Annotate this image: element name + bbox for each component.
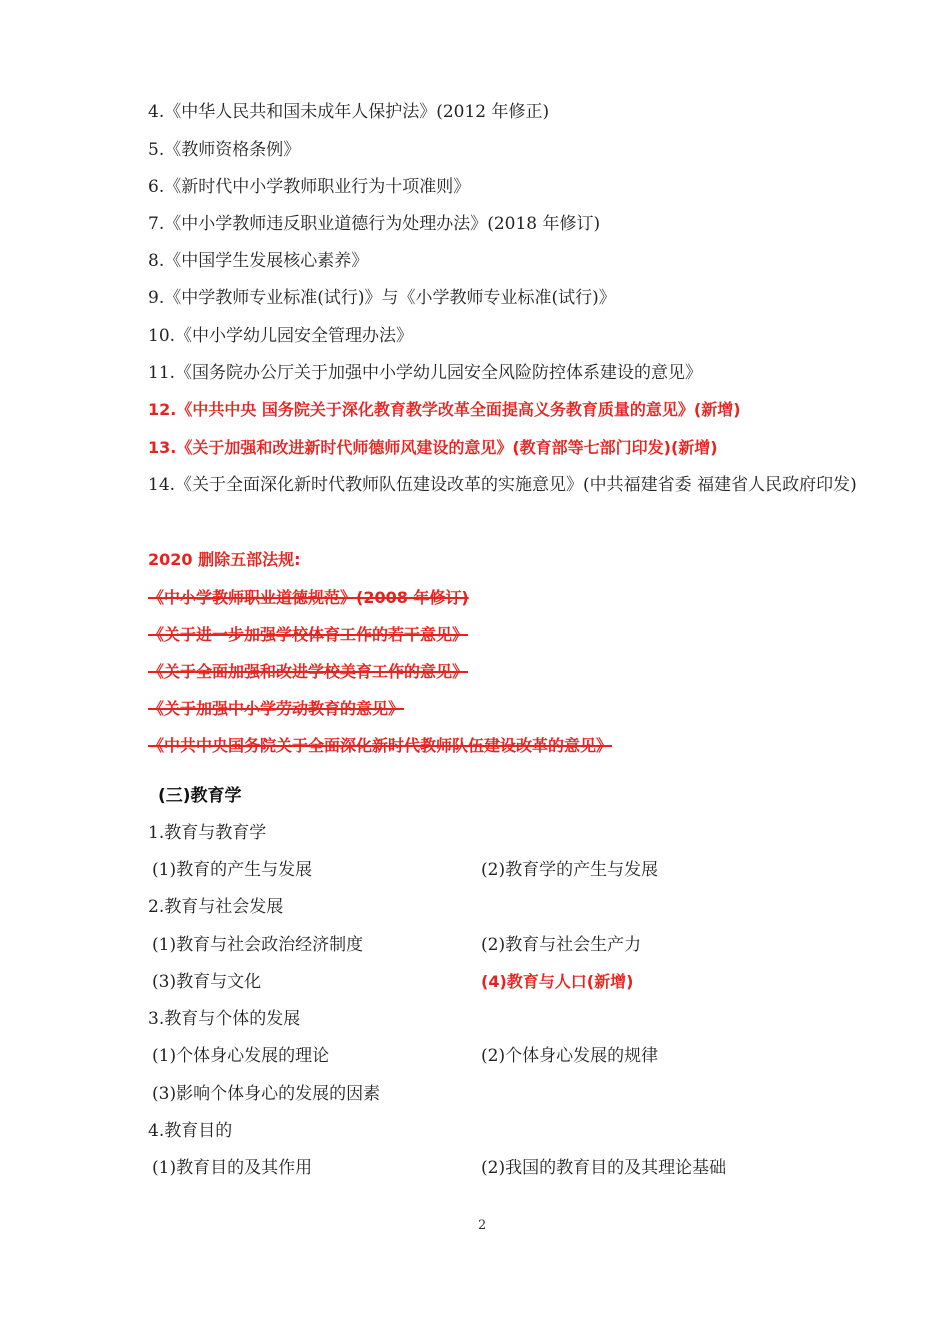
deleted-item: 《关于全面加强和改进学校美育工作的意见》 xyxy=(148,662,469,681)
topic-item: (2)教育与社会生产力 xyxy=(481,935,642,955)
topic-item: (3)影响个体身心的发展的因素 xyxy=(152,1084,381,1104)
topic-item: (2)教育学的产生与发展 xyxy=(481,860,659,880)
deleted-item: 《关于进一步加强学校体育工作的若干意见》 xyxy=(148,625,469,644)
topic-item: (1)教育目的及其作用 xyxy=(152,1158,313,1178)
topic-item: (2)我国的教育目的及其理论基础 xyxy=(481,1158,727,1178)
topic-item: (1)个体身心发展的理论 xyxy=(152,1046,330,1066)
deleted-item: 《中小学教师职业道德规范》(2008 年修订) xyxy=(148,588,469,607)
regulation-item-12-new: 12.《中共中央 国务院关于深化教育教学改革全面提高义务教育质量的意见》(新增) xyxy=(148,400,741,419)
regulation-item-14: 14.《关于全面深化新时代教师队伍建设改革的实施意见》(中共福建省委 福建省人民政府印发) xyxy=(148,475,857,495)
topic-item: (1)教育的产生与发展 xyxy=(152,860,313,880)
section-heading-pedagogy: (三)教育学 xyxy=(158,786,242,806)
page-number: 2 xyxy=(478,1218,487,1233)
deleted-item: 《中共中央国务院关于全面深化新时代教师队伍建设改革的意见》 xyxy=(148,736,613,755)
regulation-item-7: 7.《中小学教师违反职业道德行为处理办法》(2018 年修订) xyxy=(148,214,601,234)
subsection-title: 1.教育与教育学 xyxy=(148,823,267,843)
deleted-item: 《关于加强中小学劳动教育的意见》 xyxy=(148,699,405,718)
topic-item: (3)教育与文化 xyxy=(152,972,262,992)
subsection-title: 2.教育与社会发展 xyxy=(148,897,284,917)
regulation-item-4: 4.《中华人民共和国未成年人保护法》(2012 年修正) xyxy=(148,102,550,122)
subsection-title: 3.教育与个体的发展 xyxy=(148,1009,301,1029)
regulation-item-5: 5.《教师资格条例》 xyxy=(148,140,301,160)
deleted-heading: 2020 删除五部法规: xyxy=(148,550,301,569)
regulation-item-9: 9.《中学教师专业标准(试行)》与《小学教师专业标准(试行)》 xyxy=(148,288,616,308)
regulation-item-6: 6.《新时代中小学教师职业行为十项准则》 xyxy=(148,177,471,197)
regulation-item-8: 8.《中国学生发展核心素养》 xyxy=(148,251,369,271)
subsection-title: 4.教育目的 xyxy=(148,1121,233,1141)
topic-item: (1)教育与社会政治经济制度 xyxy=(152,935,364,955)
topic-item-new: (4)教育与人口(新增) xyxy=(481,972,634,991)
regulation-item-10: 10.《中小学幼儿园安全管理办法》 xyxy=(148,326,414,346)
regulation-item-13-new: 13.《关于加强和改进新时代师德师风建设的意见》(教育部等七部门印发)(新增) xyxy=(148,438,718,457)
topic-item: (2)个体身心发展的规律 xyxy=(481,1046,659,1066)
regulation-item-11: 11.《国务院办公厅关于加强中小学幼儿园安全风险防控体系建设的意见》 xyxy=(148,363,703,383)
